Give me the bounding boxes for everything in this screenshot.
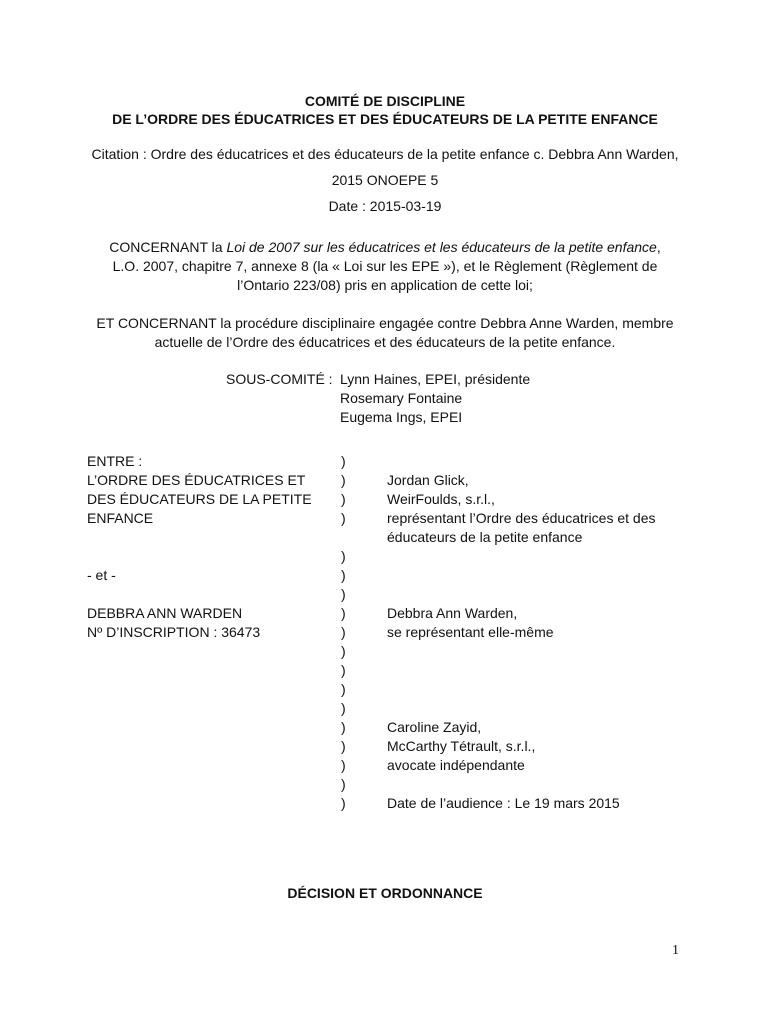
concernant-line-1 (0, 239, 770, 256)
party1-line: L’ORDRE DES ÉDUCATRICES ET (87, 472, 306, 488)
counsel1-line: éducateurs de la petite enfance (387, 529, 583, 545)
paren-mark: ) (341, 510, 346, 526)
counsel1-line: WeirFoulds, s.r.l., (387, 491, 495, 507)
paren-mark: ) (341, 548, 346, 564)
counsel3-line: McCarthy Tétrault, s.r.l., (387, 738, 536, 754)
counsel1-line: Jordan Glick, (387, 472, 469, 488)
citation-date: Date : 2015-03-19 (328, 198, 442, 214)
concernant-line-3: l’Ontario 223/08) pris en application de cette loi; (237, 277, 533, 293)
counsel1-line: représentant l’Ordre des éducatrices et des (387, 510, 656, 526)
concernant-prefix: CONCERNANT la (109, 239, 227, 255)
et-separator: - et - (87, 567, 116, 583)
sous-comite-member: Lynn Haines, EPEI, présidente (340, 371, 531, 387)
paren-mark: ) (341, 567, 346, 583)
et-concernant-line-1: ET CONCERNANT la procédure disciplinaire engagée contre Debbra Anne Warden, membre (96, 315, 674, 331)
page-number: 1 (672, 943, 679, 958)
counsel3-line: avocate indépendante (387, 757, 525, 773)
paren-mark: ) (341, 472, 346, 488)
header-line-1: COMITÉ DE DISCIPLINE (304, 93, 466, 109)
concernant-line-2: L.O. 2007, chapitre 7, annexe 8 (la « Loi sur les EPE »), et le Règlement (Règlement de (112, 258, 658, 274)
paren-mark: ) (341, 453, 346, 469)
paren-mark: ) (341, 643, 346, 659)
law-title: Loi de 2007 sur les éducatrices et les éducateurs de la petite enfance (226, 239, 657, 255)
entre-label: ENTRE : (87, 453, 143, 469)
party1-line: DES ÉDUCATEURS DE LA PETITE (87, 491, 312, 507)
paren-mark: ) (341, 795, 346, 811)
paren-mark: ) (341, 700, 346, 716)
paren-mark: ) (341, 776, 346, 792)
citation-line-2: 2015 ONOEPE 5 (331, 172, 439, 188)
party1-line: ENFANCE (87, 510, 154, 526)
counsel2-line: Debbra Ann Warden, (387, 605, 518, 621)
paren-mark: ) (341, 605, 346, 621)
party2-line: DEBBRA ANN WARDEN (87, 605, 243, 621)
et-concernant-line-2: actuelle de l’Ordre des éducatrices et des éducateurs de la petite enfance. (154, 334, 616, 350)
hearing-date: Date de l’audience : Le 19 mars 2015 (387, 795, 620, 811)
sous-comite-member: Eugema Ings, EPEI (340, 409, 463, 425)
paren-mark: ) (341, 624, 346, 640)
paren-mark: ) (341, 719, 346, 735)
counsel3-line: Caroline Zayid, (387, 719, 482, 735)
sous-comite-member: Rosemary Fontaine (340, 390, 463, 406)
header-line-2: DE L’ORDRE DES ÉDUCATRICES ET DES ÉDUCATEURS DE LA PETITE ENFANCE (112, 111, 658, 127)
paren-mark: ) (341, 738, 346, 754)
paren-mark: ) (341, 662, 346, 678)
concernant-suffix: , (656, 239, 661, 255)
decision-title: DÉCISION ET ORDONNANCE (287, 885, 483, 901)
paren-mark: ) (341, 586, 346, 602)
paren-mark: ) (341, 681, 346, 697)
paren-mark: ) (341, 757, 346, 773)
counsel2-line: se représentant elle-même (387, 624, 554, 640)
paren-mark: ) (341, 491, 346, 507)
party2-line: Nº D’INSCRIPTION : 36473 (87, 624, 261, 640)
sous-comite-label: SOUS-COMITÉ : (226, 371, 333, 387)
citation-line-1: Citation : Ordre des éducatrices et des éducateurs de la petite enfance c. Debbra Ann Warden, (91, 146, 679, 162)
